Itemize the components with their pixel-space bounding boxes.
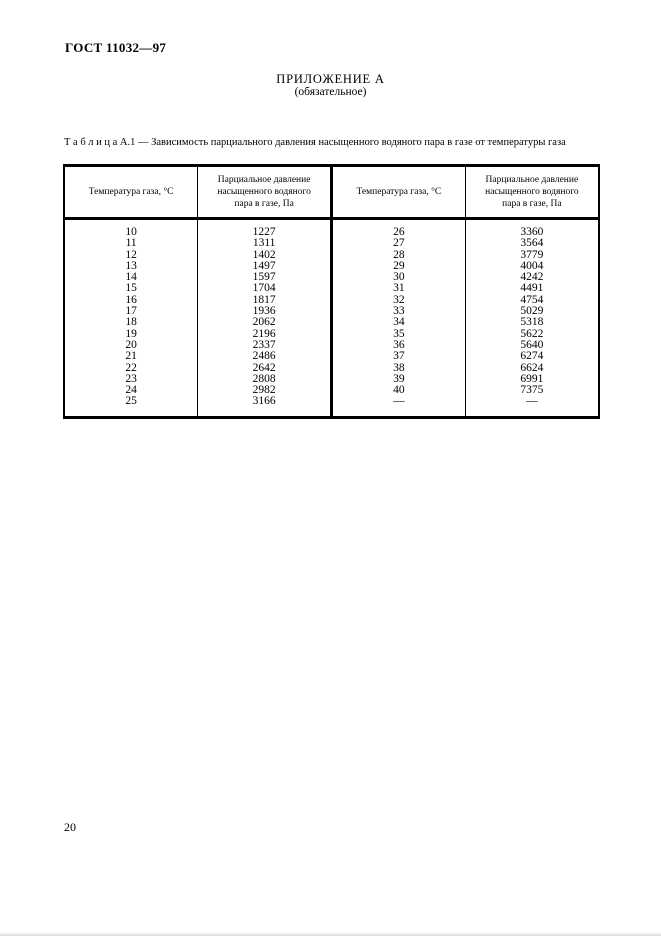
- table-cell: 35: [332, 329, 466, 340]
- column-header: Парциальное давление насыщенного водяного пара в газе, Па: [465, 166, 599, 219]
- table-cell: 6624: [520, 361, 544, 374]
- table-row: [64, 396, 599, 417]
- table-cell: 1817: [198, 295, 332, 306]
- table-cell: 25: [64, 396, 198, 417]
- table-row: [64, 306, 599, 317]
- table-cell: 1597: [198, 272, 332, 283]
- table-cell: 16: [64, 295, 198, 306]
- table-cell: 13: [64, 261, 198, 272]
- table-cell: 17: [64, 306, 198, 317]
- table-cell: 28: [332, 250, 466, 261]
- table-cell: 1936: [198, 306, 332, 317]
- table-cell: 39: [332, 374, 466, 385]
- table-cell: 4754: [520, 293, 544, 306]
- table-cell: 3779: [520, 248, 544, 261]
- table-cell: 33: [332, 306, 466, 317]
- table-cell: —: [332, 396, 466, 417]
- table-body: [64, 219, 599, 418]
- table-cell: 20: [64, 340, 198, 351]
- table-cell: 4242: [520, 271, 544, 284]
- table-cell: 36: [332, 340, 466, 351]
- table-cell: 2486: [198, 351, 332, 362]
- table-row: [64, 374, 599, 385]
- table-cell: 2062: [198, 317, 332, 328]
- table-cell: 6991: [520, 372, 544, 385]
- table-cell: 1402: [198, 250, 332, 261]
- table-cell: 34: [332, 317, 466, 328]
- table-row: [64, 283, 599, 294]
- table-cell: 19: [64, 329, 198, 340]
- table-cell: 3360: [520, 226, 544, 238]
- appendix-title: ПРИЛОЖЕНИЕ А: [276, 72, 385, 86]
- document-number: ГОСТ 11032—97: [65, 40, 167, 55]
- table-caption-text: Зависимость парциального давления насыщенного водяного пара в газе от температуры газа: [151, 137, 566, 148]
- table-cell: 30: [332, 272, 466, 283]
- table-row: [64, 272, 599, 283]
- table-cell: 31: [332, 283, 466, 294]
- table-cell: 40: [332, 385, 466, 396]
- table-cell: 5029: [520, 305, 544, 318]
- table-cell: 38: [332, 363, 466, 374]
- table-row: [64, 340, 599, 351]
- table-row: [64, 250, 599, 261]
- column-header: Парциальное давление насыщенного водяного пара в газе, Па: [198, 166, 332, 219]
- table-header-row: [64, 166, 599, 219]
- table-cell: —: [526, 395, 538, 408]
- table-cell: 1311: [198, 238, 332, 249]
- table-cell: 12: [64, 250, 198, 261]
- table-cell: 23: [64, 374, 198, 385]
- table-cell: 5318: [520, 316, 544, 329]
- table-cell: 27: [332, 238, 466, 249]
- table-cell: 18: [64, 317, 198, 328]
- table-row: [64, 295, 599, 306]
- appendix-heading: [0, 73, 661, 99]
- appendix-subtitle: (обязательное): [294, 86, 367, 98]
- table-cell: 2642: [198, 363, 332, 374]
- table-row: [64, 238, 599, 249]
- table-cell: 2196: [198, 329, 332, 340]
- table-cell: 29: [332, 261, 466, 272]
- table-row: [64, 261, 599, 272]
- table-cell: 2808: [198, 374, 332, 385]
- table-cell: 22: [64, 363, 198, 374]
- table-cell: 1497: [198, 261, 332, 272]
- table-caption: [64, 137, 624, 148]
- table-cell: 14: [64, 272, 198, 283]
- table-cell: 2337: [198, 340, 332, 351]
- table-row: [64, 219, 599, 239]
- table-cell: 37: [332, 351, 466, 362]
- table-cell: 4004: [520, 259, 544, 272]
- table-cell: 32: [332, 295, 466, 306]
- vapor-pressure-table: [63, 164, 600, 419]
- table-row: [64, 385, 599, 396]
- table-cell: 3166: [198, 396, 332, 417]
- table-cell: 26: [332, 219, 466, 239]
- table-cell: 5622: [520, 327, 544, 340]
- table-row: [64, 363, 599, 374]
- table-cell: 10: [64, 219, 198, 239]
- table-row: [64, 317, 599, 328]
- column-header: Температура газа, °С: [64, 166, 198, 219]
- table-row: [64, 329, 599, 340]
- page-number: 20: [64, 820, 76, 834]
- table-cell: 1227: [198, 219, 332, 239]
- table-cell: 1704: [198, 283, 332, 294]
- table-cell: 15: [64, 283, 198, 294]
- table-cell: 21: [64, 351, 198, 362]
- table-cell: 7375: [520, 384, 544, 397]
- scan-edge-artifact: [0, 932, 661, 936]
- table-row: [64, 351, 599, 362]
- table-cell: 6274: [520, 350, 544, 363]
- column-header: Температура газа, °С: [332, 166, 466, 219]
- table-cell: 5640: [520, 338, 544, 351]
- table-head: [64, 166, 599, 219]
- table-cell: 4491: [520, 282, 544, 295]
- table-caption-label: Т а б л и ц а А.1 —: [64, 137, 149, 148]
- table-cell: 3564: [520, 237, 544, 250]
- table-cell: 2982: [198, 385, 332, 396]
- table-cell: 11: [64, 238, 198, 249]
- table-cell: 24: [64, 385, 198, 396]
